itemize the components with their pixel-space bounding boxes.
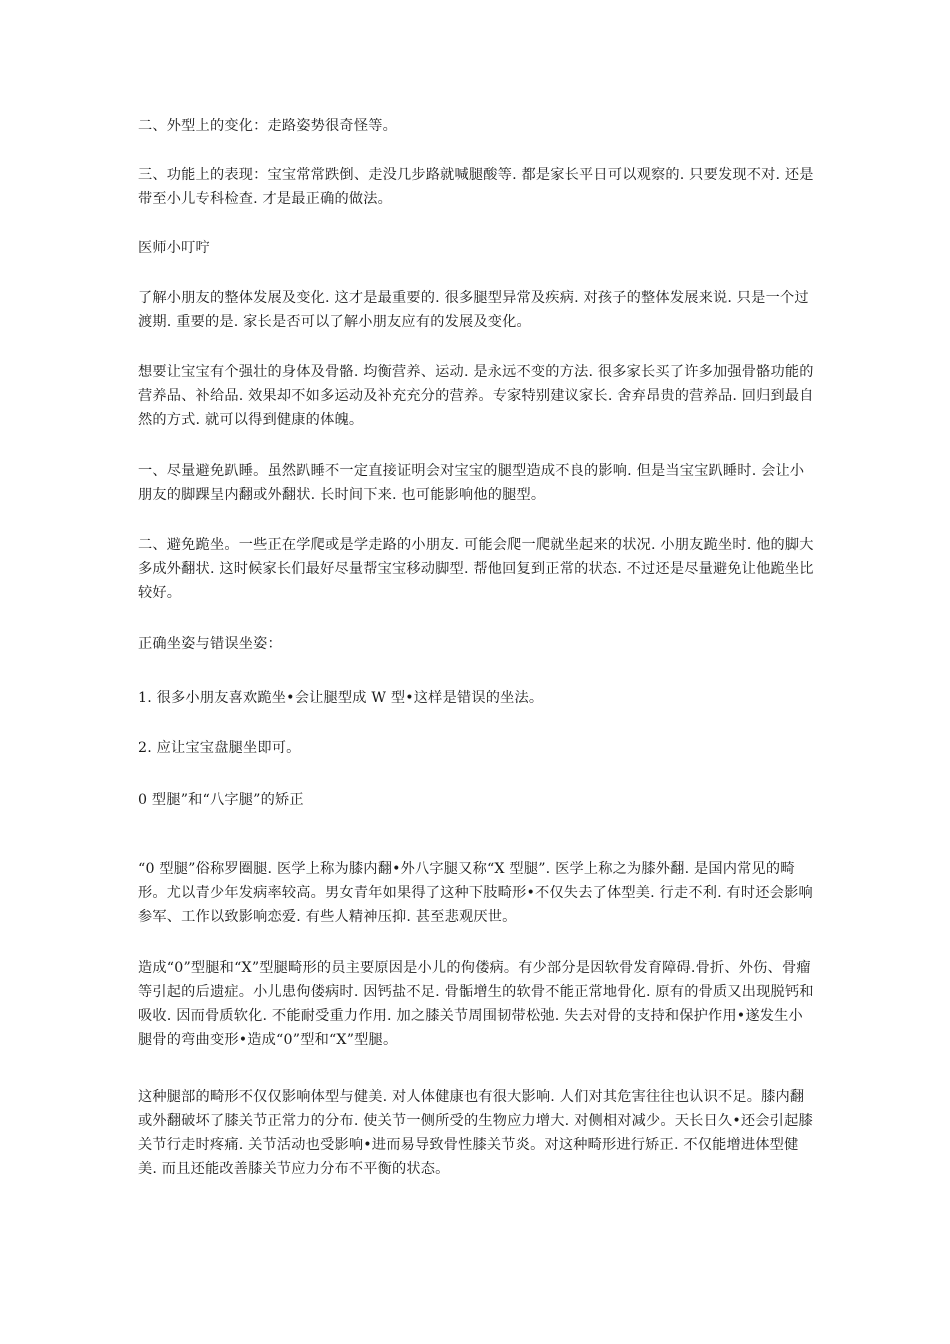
- section-heading-leg-correction: 0 型腿”和“八字腿”的矫正: [138, 792, 304, 808]
- paragraph-o-x-legs-definition: “0 型腿”俗称罗圈腿. 医学上称为膝内翻•外八字腿又称“X 型腿”. 医学上称之为膝外翻. 是国内常见的畸形。尤以青少年发病率较高。男女青年如果得了这种下肢畸形•不仅失去了体型美. 行走不利. 有时还会影响参军、工作以致影响恋爱. 有些人精神压抑. 甚至悲观厌世。: [138, 861, 813, 925]
- list-item-right-posture: 2. 应让宝宝盘腿坐即可。: [138, 740, 301, 756]
- section-heading-sitting-posture: 正确坐姿与错误坐姿：: [138, 636, 282, 652]
- paragraph-appearance-change: 二、外型上的变化：走路姿势很奇怪等。: [138, 118, 397, 134]
- paragraph-avoid-kneel-sit: 二、避免跪坐。一些正在学爬或是学走路的小朋友. 可能会爬一爬就坐起来的状况. 小朋友跪坐时. 他的脚大多成外翻状. 这时候家长们最好尽量帮宝宝移动脚型. 帮他回复到正常的状态. 不过还是尽量避免让他跪坐比较好。: [138, 537, 814, 601]
- paragraph-causes: 造成“0”型腿和“X”型腿畸形的员主要原因是小儿的佝偻病。有少部分是因软骨发育障碍.骨折、外伤、骨瘤等引起的后遗症。小儿患佝偻病时. 因钙盐不足. 骨骺增生的软骨不能正常地骨化. 原有的骨质又出现脱钙和吸收. 因而骨质软化. 不能耐受重力作用. 加之膝关节周围韧带松弛. 失去对骨的支持和保护作用•遂发生小腿骨的弯曲变形•造成“0”型和“X”型腿。: [138, 960, 814, 1048]
- paragraph-avoid-prone-sleep: 一、尽量避免趴睡。虽然趴睡不一定直接证明会对宝宝的腿型造成不良的影响. 但是当宝宝趴睡时. 会让小朋友的脚踝呈内翻或外翻状. 长时间下来. 也可能影响他的腿型。: [138, 463, 805, 503]
- paragraph-function-signs: 三、功能上的表现：宝宝常常跌倒、走没几步路就喊腿酸等. 都是家长平日可以观察的. 只要发现不对. 还是带至小儿专科检查. 才是最正确的做法。: [138, 167, 814, 207]
- paragraph-nutrition-exercise: 想要让宝宝有个强壮的身体及骨骼. 均衡营养、运动. 是永远不变的方法. 很多家长买了许多加强骨骼功能的营养品、补给品. 效果却不如多运动及补充充分的营养。专家特别建议家长. 舍弃昂贵的营养品. 回归到最自然的方式. 就可以得到健康的体魄。: [138, 364, 814, 428]
- list-item-wrong-posture: 1. 很多小朋友喜欢跪坐•会让腿型成 W 型•这样是错误的坐法。: [138, 690, 544, 706]
- section-heading-doctor-reminder: 医师小叮咛: [138, 240, 210, 256]
- paragraph-overall-development: 了解小朋友的整体发展及变化. 这才是最重要的. 很多腿型异常及疾病. 对孩子的整体发展来说. 只是一个过渡期. 重要的是. 家长是否可以了解小朋友应有的发展及变化。: [138, 290, 809, 330]
- paragraph-health-impact: 这种腿部的畸形不仅仅影响体型与健美. 对人体健康也有很大影响. 人们对其危害往往也认识不足。膝内翻或外翻破坏了膝关节正常力的分布. 使关节一侧所受的生物应力增大. 对侧相对减少。天长日久•还会引起膝关节行走时疼痛. 关节活动也受影响•进而易导致骨性膝关节炎。对这种畸形进行矫正. 不仅能增进体型健美. 而且还能改善膝关节应力分布不平衡的状态。: [138, 1089, 813, 1177]
